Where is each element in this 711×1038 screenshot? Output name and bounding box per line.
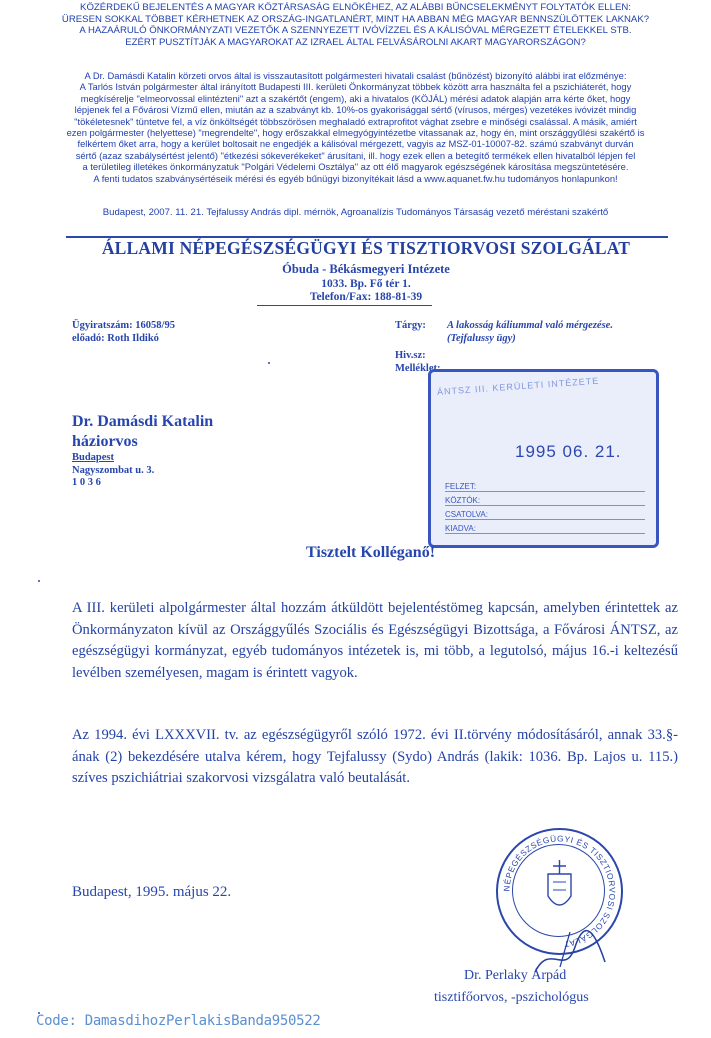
stamp-field: CSATOLVA: (445, 510, 645, 520)
case-number: Ügyiratszám: 16058/95 (72, 320, 175, 331)
scanned-letter (0, 222, 711, 1038)
notice-line: KÖZÉRDEKŰ BEJELENTÉS A MAGYAR KÖZTÁRSASÁG ELNÖKÉHEZ, AZ ALÁBBI BŰNCSELEKMÉNYT FOLYTATÓK ELLEN: (80, 2, 631, 13)
subject-meta (395, 319, 613, 375)
intro-line: megkísérelje "elmeorvossal elintézteni" azt a szakértőt (engem), aki a hivatalos (KÖJÁL) mérési adatok alapján arra kérte őket, hogy (80, 92, 631, 104)
attach-label: Melléklet: (395, 363, 441, 374)
salutation: Tisztelt Kolléganő! (306, 544, 436, 561)
intro-line: A fenti tudatos szabványsértéseik mérési és egyéb bűnügyi bizonyítékait lásd a www.aquanet.fw.hu tudományos honlapunkon! (93, 172, 618, 184)
stamp-header: ÁNTSZ III. KERÜLETI INTÉZETE (436, 375, 600, 397)
intro-line: sértő (azaz szabálysértést jelentő) "étkezési sókeverékeket" árusítani, ill. hogy ezek ellen a betegítő termékek ellen hivatalból lépjen fel (75, 149, 636, 161)
top-notice (8, 2, 703, 48)
subject-value-2: (Tejfalussy ügy) (447, 333, 516, 344)
header-divider (257, 305, 432, 306)
received-stamp (428, 369, 659, 548)
body-paragraph-2: Az 1994. évi LXXXVII. tv. az egészségügyről szóló 1972. évi II.törvény módosításáról, annak 33.§-ának (2) bekezdésére utalva kérem, hogy Tejfalussy (Sydo) András (lakik: 1036. Bp. Lajos u. 115.) szíves pszichiátriai szakorvosi vizsgálatra való beutalását. (72, 727, 678, 786)
intro-line: ezen polgármester (helyettese) "megrendelte", hogy erőszakkal elmegyógyintézetbe vitassanak az, hogy én, mint országgyűlési szakértő is (66, 127, 645, 139)
letterhead-subtitle: Óbuda - Békásmegyeri Intézete (282, 262, 450, 276)
recipient-city: Budapest (72, 452, 115, 463)
notice-line: ÜRESEN SOKKAL TÖBBET KÉRHETNEK AZ ORSZÁG-INGATLANÉRT, MINT HA ABBAN MÉG MAGYAR BENNSZÜLÖTTEK LAKNAK? (61, 13, 650, 25)
svg-text:NÉPEGÉSZSÉGÜGYI ÉS TISZTIORVOS: NÉPEGÉSZSÉGÜGYI ÉS TISZTIORVOSI SZOLGÁLAT (501, 833, 618, 950)
stamp-date: 1995 06. 21. (515, 442, 622, 461)
letter-date: Budapest, 1995. május 22. (72, 884, 232, 900)
signatory-title: tisztifőorvos, -pszichológus (434, 990, 589, 1005)
intro-line: A Dr. Damásdi Katalin körzeti orvos által is visszautasított polgármesteri hivatali csalást (bűnözést) bizonyító alábbi irat előzménye: (84, 70, 627, 81)
recipient-block (72, 412, 213, 490)
intro-line: felkértem őket arra, hogy a kerület boltosait ne engedjék a kálisóval mérgezett, vagyis az MSZ-01-10007-82. számú szabványt durván (77, 138, 634, 150)
case-handler: előadó: Roth Ildikó (72, 333, 159, 344)
intro-text (8, 70, 703, 184)
stamp-field: KIADVA: (445, 524, 645, 534)
recipient-zip: 1 0 3 6 (72, 477, 101, 488)
ref-label: Hiv.sz: (395, 350, 426, 361)
intro-line: "tökéletesnek" tüntetve fel, a víz önköltségét többszörösen meghaladó extraprofitot vághat zsebre e minőségi csalással. A másik, amiért (74, 115, 637, 127)
case-meta (72, 319, 175, 345)
letterhead-title: ÁLLAMI NÉPEGÉSZSÉGÜGYI ÉS TISZTIORVOSI SZOLGÁLAT (101, 238, 631, 258)
stamp-field: KÖZTÓK: (445, 496, 645, 506)
recipient-name: Dr. Damásdi Katalin (72, 413, 214, 430)
body-paragraph-1: A III. kerületi alpolgármester által hozzám átküldött bejelentéstömeg kapcsán, amelyben érintettek az Önkormányzaton kívül az Országgyűlés Szociális és Egészségügyi Bizottsága, a Fővárosi ÁNTSZ, az egészségügyi kormányzat, egyéb tudományos intézetek is, mi több, a legutolsó, május 16.-i keltezésű levélben személyesen, magam is érintett vagyok. (72, 600, 678, 681)
scan-speck (38, 580, 40, 582)
recipient-role: háziorvos (72, 433, 138, 450)
stamp-field: FELZET: (445, 482, 645, 492)
subject-value-1: A lakosság káliummal való mérgezése. (447, 320, 613, 331)
notice-line: EZÉRT PUSZTÍTJÁK A MAGYAROKAT AZ IZRAEL ÁLTAL FELVÁSÁROLNI AKART MAGYARORSZÁGON? (125, 36, 586, 48)
intro-line: A Tarlós István polgármester által irányított Budapesti III. kerületi Önkormányzat többek között arra használta fel a pszichiáterét, hogy (79, 81, 632, 93)
letterhead-address: 1033. Bp. Fő tér 1. (321, 278, 411, 290)
letterhead (60, 238, 672, 303)
letterhead-phone: Telefon/Fax: 188-81-39 (309, 291, 423, 303)
scan-speck (268, 362, 270, 364)
signoff-line: Budapest, 2007. 11. 21. Tejfalussy András dipl. mérnök, Agroanalízis Tudományos Társaság vezető méréstani szakértő (102, 207, 609, 218)
footer-code: Code: DamasdihozPerlakisBanda950522 (36, 1013, 321, 1029)
signatory-name: Dr. Perlaky Árpád (464, 968, 567, 983)
intro-line: lépjenek fel a Fővárosi Vízmű ellen, miután az a szabványt kb. 10%-os gyakorisággal sértő (vírusos, mérges) vezetékes ivóvizét mindig (74, 104, 637, 116)
notice-line: A HAZAÁRULÓ ÖNKORMÁNYZATI VEZETŐK A SZENNYEZETT IVÓVÍZZEL ÉS A KÁLISÓVAL MÉRGEZETT ÉTELEKKEL STB. (79, 25, 632, 37)
intro-line: a területileg illetékes önkormányzatuk "Polgári Védelemi Osztálya" az ott élő magyarok egészségének károsítása megszüntetésére. (82, 161, 629, 173)
subject-label: Tárgy: (395, 320, 426, 331)
recipient-street: Nagyszombat u. 3. (72, 464, 155, 476)
